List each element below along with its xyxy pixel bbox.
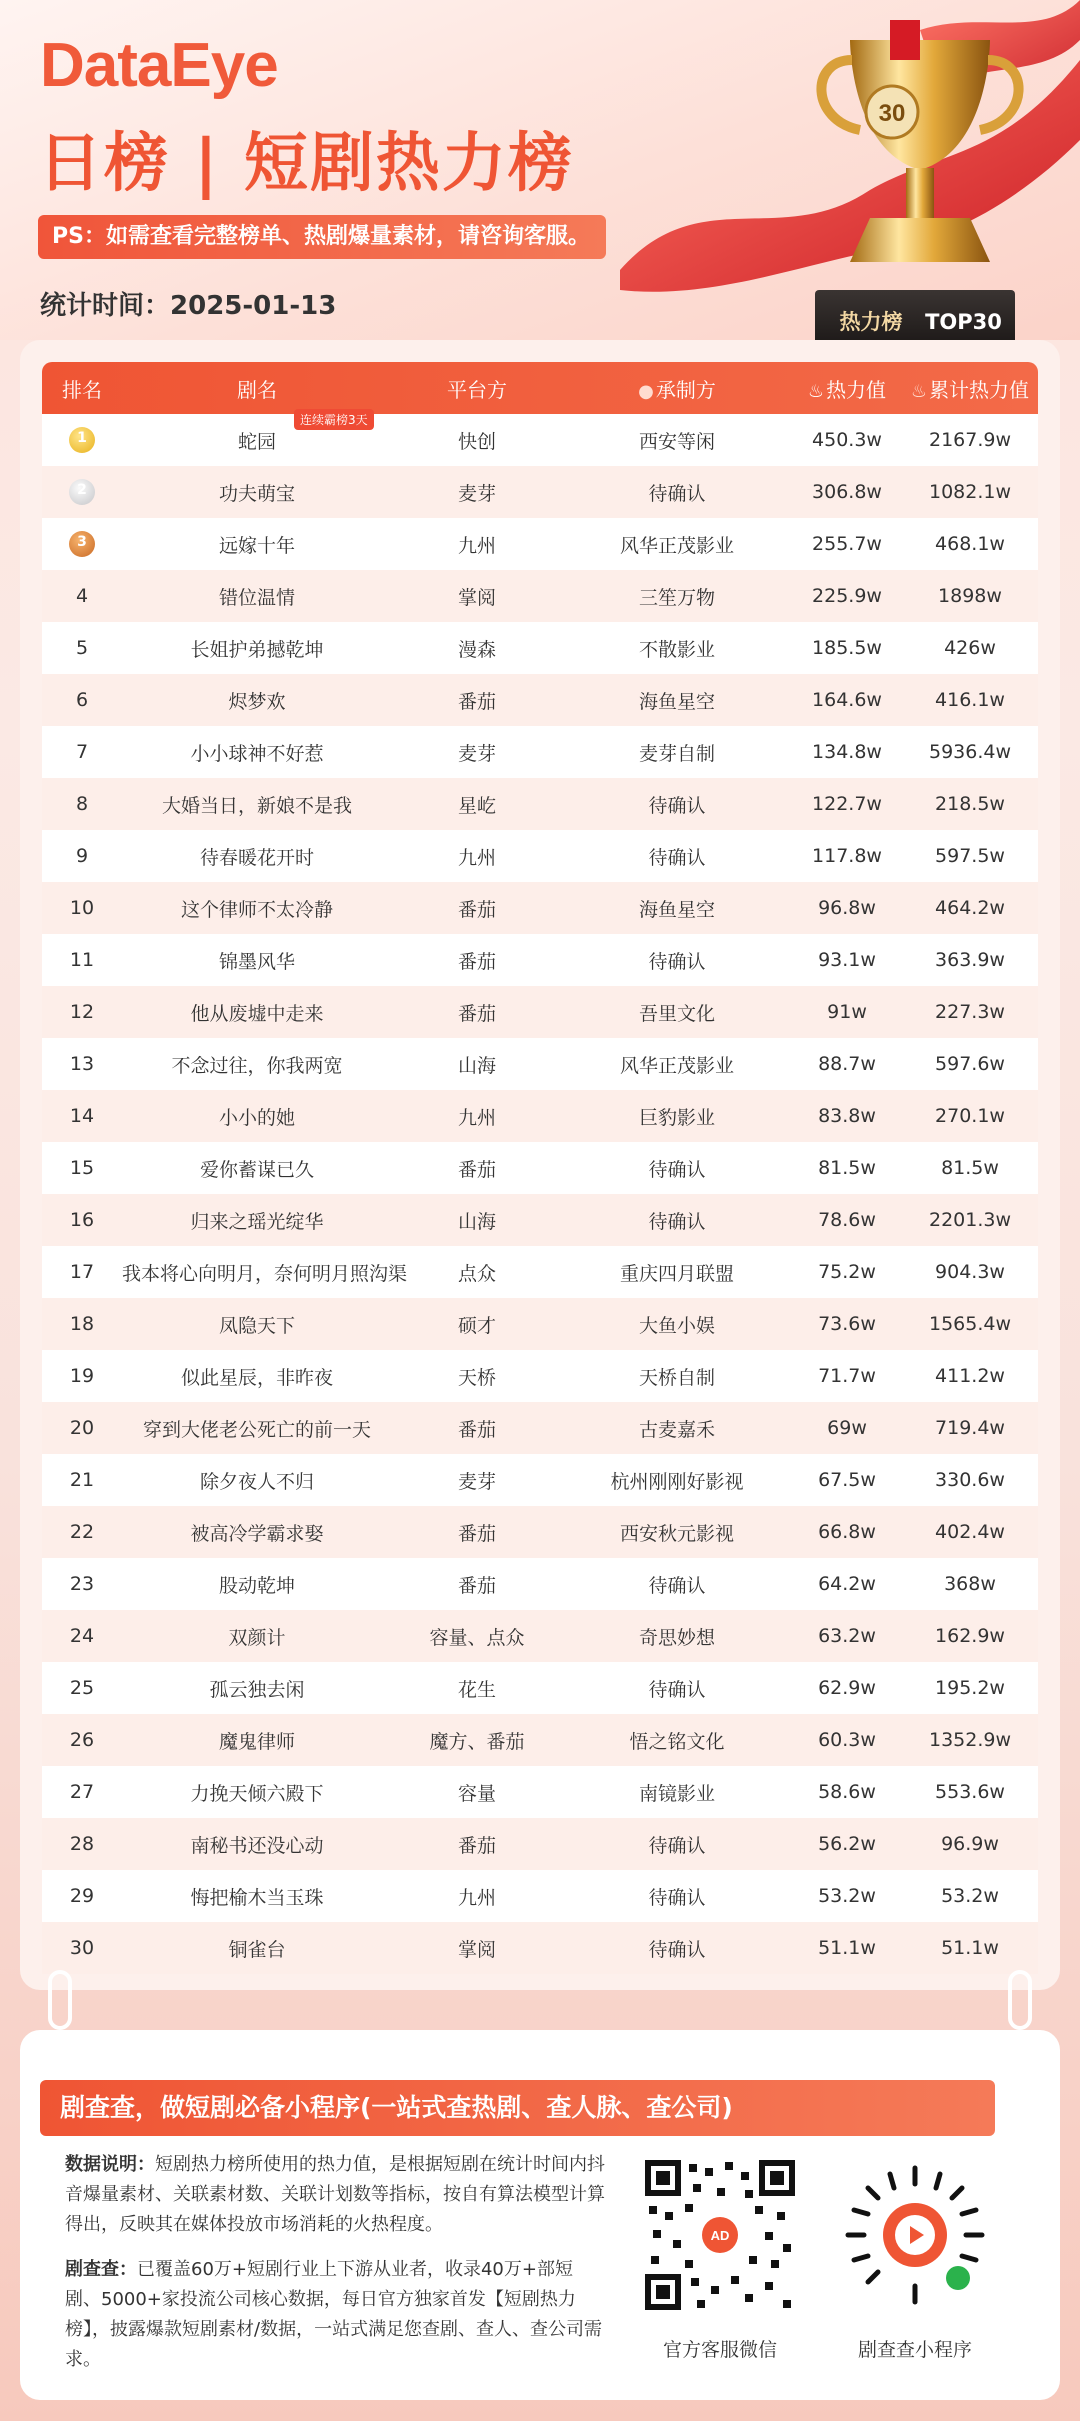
- rank-cell: [42, 427, 122, 453]
- table-body: [42, 414, 1038, 1974]
- stat-label: 统计时间：: [40, 291, 171, 321]
- promo-banner[interactable]: 剧查查，做短剧必备小程序(一站式查热剧、查人脉、查公司): [40, 2080, 995, 2136]
- platform: 番茄: [457, 1418, 496, 1441]
- jcc-description: [65, 2255, 605, 2375]
- producer: 三笙万物: [638, 586, 715, 609]
- total-heat-value: 227.3w: [935, 1001, 1005, 1023]
- table-row[interactable]: [42, 882, 1038, 934]
- producer: 大鱼小娱: [638, 1314, 715, 1337]
- heat-value: 58.6w: [818, 1781, 876, 1803]
- total-heat-value: 53.2w: [941, 1885, 999, 1907]
- drama-name: 股动乾坤: [218, 1574, 295, 1597]
- total-heat-value: 904.3w: [935, 1261, 1005, 1283]
- heat-value: 306.8w: [812, 481, 882, 503]
- table-row[interactable]: [42, 674, 1038, 726]
- miniprogram-qr-code[interactable]: [840, 2160, 990, 2310]
- rank-cell: 8: [75, 793, 89, 815]
- total-heat-value: 363.9w: [935, 949, 1005, 971]
- table-row[interactable]: [42, 1402, 1038, 1454]
- platform: 掌阅: [457, 586, 496, 609]
- header-name: 剧名: [237, 377, 277, 402]
- producer: 重庆四月联盟: [619, 1262, 734, 1285]
- page-title: 日榜 | 短剧热力榜: [38, 127, 574, 201]
- platform: 番茄: [457, 690, 496, 713]
- drama-name: 双颜计: [228, 1626, 286, 1649]
- drama-name: 铜雀台: [228, 1938, 286, 1961]
- rank-cell: 24: [69, 1625, 95, 1647]
- heat-value: 71.7w: [818, 1365, 876, 1387]
- rank-cell: [42, 479, 122, 505]
- rank-cell: 16: [69, 1209, 95, 1231]
- drama-name: 孤云独去闲: [209, 1678, 305, 1701]
- table-row[interactable]: [42, 518, 1038, 570]
- platform: 九州: [457, 1886, 496, 1909]
- heat-value: 225.9w: [812, 585, 882, 607]
- heat-value: 164.6w: [812, 689, 882, 711]
- table-row[interactable]: [42, 1818, 1038, 1870]
- trophy-number: 30: [878, 100, 906, 127]
- total-heat-value: 597.6w: [935, 1053, 1005, 1075]
- header-rank: 排名: [62, 377, 102, 402]
- total-heat-value: 162.9w: [935, 1625, 1005, 1647]
- decor-clip: [1008, 1970, 1032, 2030]
- producer: 待确认: [648, 1938, 706, 1961]
- table-row[interactable]: [42, 1610, 1038, 1662]
- rank-cell: 17: [69, 1261, 95, 1283]
- platform: 山海: [457, 1210, 496, 1233]
- producer: 待确认: [648, 1678, 706, 1701]
- rank-cell: 9: [75, 845, 89, 867]
- streak-badge: 连续霸榜3天: [294, 409, 374, 430]
- header-heat: ♨ 热力值: [807, 377, 887, 402]
- ranking-table: [42, 362, 1038, 1974]
- platform: 魔方、番茄: [429, 1730, 525, 1753]
- table-row[interactable]: [42, 466, 1038, 518]
- table-row[interactable]: [42, 622, 1038, 674]
- platform: 掌阅: [457, 1938, 496, 1961]
- producer: 海鱼星空: [638, 690, 715, 713]
- platform: 麦芽: [457, 742, 496, 765]
- table-row[interactable]: [42, 1246, 1038, 1298]
- total-heat-value: 218.5w: [935, 793, 1005, 815]
- drama-name: 力挽天倾六殿下: [190, 1782, 324, 1805]
- heat-value: 122.7w: [812, 793, 882, 815]
- total-heat-value: 2167.9w: [928, 429, 1012, 451]
- total-heat-value: 597.5w: [935, 845, 1005, 867]
- producer: 悟之铭文化: [629, 1730, 725, 1753]
- drama-name: 待春暖花开时: [199, 846, 314, 869]
- drama-name: 除夕夜人不归: [199, 1470, 314, 1493]
- total-heat-value: 1565.4w: [928, 1313, 1012, 1335]
- producer: 待确认: [648, 1158, 706, 1181]
- total-heat-value: 553.6w: [935, 1781, 1005, 1803]
- platform: 山海: [457, 1054, 496, 1077]
- table-row[interactable]: [42, 934, 1038, 986]
- table-row[interactable]: [42, 1662, 1038, 1714]
- platform: 麦芽: [457, 482, 496, 505]
- table-row[interactable]: [42, 726, 1038, 778]
- rank-cell: 18: [69, 1313, 95, 1335]
- rank-cell: 10: [69, 897, 95, 919]
- table-row[interactable]: [42, 1558, 1038, 1610]
- stat-time: [40, 285, 336, 322]
- flame-icon: ♨: [807, 380, 825, 402]
- platform: 九州: [457, 846, 496, 869]
- producer: 待确认: [648, 1574, 706, 1597]
- producer: 待确认: [648, 1210, 706, 1233]
- header-total-heat: ♨ 累计热力值: [910, 377, 1030, 402]
- table-row[interactable]: [42, 778, 1038, 830]
- drama-name: 长姐护弟撼乾坤: [190, 638, 324, 661]
- rank-cell: 21: [69, 1469, 95, 1491]
- table-row[interactable]: [42, 1350, 1038, 1402]
- heat-value: 53.2w: [818, 1885, 876, 1907]
- heat-value: 51.1w: [818, 1937, 876, 1959]
- table-row[interactable]: [42, 1454, 1038, 1506]
- table-row[interactable]: [42, 986, 1038, 1038]
- trophy-label-top30: TOP30: [925, 310, 1002, 334]
- qr-center-logo: AD: [710, 2228, 730, 2243]
- platform: 星屹: [457, 794, 496, 817]
- heat-value: 96.8w: [818, 897, 876, 919]
- producer: 待确认: [648, 1834, 706, 1857]
- total-heat-value: 464.2w: [935, 897, 1005, 919]
- producer: 待确认: [648, 794, 706, 817]
- heat-value: 88.7w: [818, 1053, 876, 1075]
- drama-name: 爱你蓄谋已久: [199, 1158, 314, 1181]
- total-heat-value: 719.4w: [935, 1417, 1005, 1439]
- rank-cell: 6: [75, 689, 89, 711]
- producer: 风华正茂影业: [619, 1054, 734, 1077]
- platform: 番茄: [457, 1834, 496, 1857]
- header-platform: 平台方: [447, 377, 507, 402]
- platform: 番茄: [457, 898, 496, 921]
- wechat-qr-code[interactable]: [645, 2160, 795, 2310]
- total-heat-value: 426w: [944, 637, 996, 659]
- table-row[interactable]: [42, 1142, 1038, 1194]
- platform: 番茄: [457, 1002, 496, 1025]
- producer: 杭州刚刚好影视: [610, 1470, 744, 1493]
- drama-name: 小小的她: [218, 1106, 295, 1129]
- table-row[interactable]: [42, 1766, 1038, 1818]
- platform: 番茄: [457, 950, 496, 973]
- heat-value: 60.3w: [818, 1729, 876, 1751]
- platform: 快创: [457, 430, 496, 453]
- producer: 奇思妙想: [638, 1626, 715, 1649]
- camera-icon: ●: [638, 380, 654, 402]
- table-row[interactable]: [42, 570, 1038, 622]
- rank-cell: 26: [69, 1729, 95, 1751]
- total-heat-value: 416.1w: [935, 689, 1005, 711]
- rank-cell: 11: [69, 949, 95, 971]
- heat-value: 64.2w: [818, 1573, 876, 1595]
- heat-value: 63.2w: [818, 1625, 876, 1647]
- table-row[interactable]: [42, 1038, 1038, 1090]
- drama-name: 远嫁十年: [218, 534, 295, 557]
- rank-cell: 15: [69, 1157, 95, 1179]
- rank-cell: 23: [69, 1573, 95, 1595]
- heat-value: 66.8w: [818, 1521, 876, 1543]
- heat-value: 73.6w: [818, 1313, 876, 1335]
- platform: 番茄: [457, 1158, 496, 1181]
- heat-value: 185.5w: [812, 637, 882, 659]
- table-row[interactable]: [42, 1506, 1038, 1558]
- total-heat-value: 96.9w: [941, 1833, 999, 1855]
- heat-value: 62.9w: [818, 1677, 876, 1699]
- total-heat-value: 195.2w: [935, 1677, 1005, 1699]
- producer: 西安等闲: [638, 430, 715, 453]
- platform: 天桥: [457, 1366, 496, 1389]
- producer: 古麦嘉禾: [638, 1418, 715, 1441]
- rank-cell: 14: [69, 1105, 95, 1127]
- rank-cell: 27: [69, 1781, 95, 1803]
- platform: 番茄: [457, 1574, 496, 1597]
- platform: 容量、点众: [429, 1626, 525, 1649]
- drama-name: 被高冷学霸求娶: [190, 1522, 324, 1545]
- producer: 待确认: [648, 950, 706, 973]
- producer: 天桥自制: [638, 1366, 715, 1389]
- table-row[interactable]: [42, 1714, 1038, 1766]
- total-heat-value: 411.2w: [935, 1365, 1005, 1387]
- table-row[interactable]: [42, 1090, 1038, 1142]
- heat-value: 83.8w: [818, 1105, 876, 1127]
- heat-value: 91w: [827, 1001, 867, 1023]
- producer: 海鱼星空: [638, 898, 715, 921]
- qr2-label: 剧查查小程序: [857, 2339, 972, 2361]
- header-producer: ● 承制方: [638, 377, 716, 402]
- heat-value: 81.5w: [818, 1157, 876, 1179]
- drama-name: 大婚当日，新娘不是我: [161, 794, 352, 817]
- heat-value: 255.7w: [812, 533, 882, 555]
- drama-name: 穿到大佬老公死亡的前一天: [142, 1418, 371, 1441]
- rank-cell: 30: [69, 1937, 95, 1959]
- platform: 硕才: [457, 1314, 496, 1337]
- data-description: [65, 2150, 605, 2240]
- producer: 吾里文化: [638, 1002, 715, 1025]
- drama-name: 南秘书还没心动: [190, 1834, 324, 1857]
- heat-value: 75.2w: [818, 1261, 876, 1283]
- rank-cell: 25: [69, 1677, 95, 1699]
- rank-number: 3: [77, 534, 87, 550]
- producer: 待确认: [648, 846, 706, 869]
- data-desc-label: 数据说明：: [65, 2154, 155, 2175]
- silver-medal-icon: [69, 479, 95, 505]
- drama-name: 归来之瑶光绽华: [190, 1210, 324, 1233]
- table-row[interactable]: [42, 1194, 1038, 1246]
- rank-cell: 19: [69, 1365, 95, 1387]
- total-heat-value: 330.6w: [935, 1469, 1005, 1491]
- rank-cell: 5: [75, 637, 89, 659]
- heat-value: 67.5w: [818, 1469, 876, 1491]
- rank-cell: 12: [69, 1001, 95, 1023]
- platform: 九州: [457, 1106, 496, 1129]
- ranking-card: [20, 340, 1060, 1990]
- producer: 待确认: [648, 1886, 706, 1909]
- heat-value: 56.2w: [818, 1833, 876, 1855]
- drama-name: 功夫萌宝: [218, 482, 295, 505]
- data-desc-text: 短剧热力榜所使用的热力值，是根据短剧在统计时间内抖音爆量素材、关联素材数、关联计划数等指标，按自有算法模型计算得出，反映其在媒体投放市场消耗的火热程度。: [65, 2154, 605, 2235]
- ps-notice: PS：如需查看完整榜单、热剧爆量素材，请咨询客服。: [38, 215, 606, 259]
- heat-value: 134.8w: [812, 741, 882, 763]
- producer: 巨豹影业: [638, 1106, 715, 1129]
- brand-logo: DataEye: [40, 31, 278, 100]
- total-heat-value: 81.5w: [941, 1157, 999, 1179]
- platform: 麦芽: [457, 1470, 496, 1493]
- drama-name: 他从废墟中走来: [190, 1002, 324, 1025]
- drama-name: 魔鬼律师: [218, 1730, 295, 1753]
- rank-cell: 22: [69, 1521, 95, 1543]
- rank-cell: 7: [75, 741, 89, 763]
- platform: 点众: [457, 1262, 496, 1285]
- gold-medal-icon: [69, 427, 95, 453]
- stat-date: 2025-01-13: [170, 291, 337, 321]
- rank-number: 1: [77, 430, 87, 446]
- total-heat-value: 5936.4w: [928, 741, 1012, 763]
- drama-name: 悔把榆木当玉珠: [190, 1886, 324, 1909]
- drama-name: 小小球神不好惹: [190, 742, 324, 765]
- jcc-text: 已覆盖60万+短剧行业上下游从业者，收录40万+部短剧、5000+家投流公司核心数据，每日官方独家首发【短剧热力榜】，披露爆款短剧素材/数据，一站式满足您查剧、查人、查公司需求。: [65, 2259, 603, 2370]
- drama-name: 不念过往，你我两宽: [171, 1054, 343, 1077]
- total-heat-value: 468.1w: [935, 533, 1005, 555]
- drama-name: 烬梦欢: [228, 690, 286, 713]
- rank-cell: 29: [69, 1885, 95, 1907]
- heat-value: 69w: [827, 1417, 867, 1439]
- total-heat-value: 270.1w: [935, 1105, 1005, 1127]
- total-heat-value: 1082.1w: [928, 481, 1012, 503]
- drama-name: 锦墨风华: [218, 950, 295, 973]
- platform: 番茄: [457, 1522, 496, 1545]
- rank-number: 2: [77, 482, 87, 498]
- producer: 风华正茂影业: [619, 534, 734, 557]
- table-header: [42, 362, 1038, 414]
- table-row[interactable]: [42, 414, 1038, 466]
- drama-name: 蛇园 连续霸榜3天: [122, 427, 392, 454]
- heat-value: 450.3w: [812, 429, 882, 451]
- rank-cell: 28: [69, 1833, 95, 1855]
- producer: 不散影业: [638, 638, 715, 661]
- total-heat-value: 1898w: [938, 585, 1002, 607]
- producer: 麦芽自制: [638, 742, 715, 765]
- table-row[interactable]: [42, 1870, 1038, 1922]
- qr1-label: 官方客服微信: [662, 2339, 777, 2361]
- table-row[interactable]: [42, 1922, 1038, 1974]
- jcc-label: 剧查查：: [65, 2259, 137, 2280]
- platform: 花生: [457, 1678, 496, 1701]
- drama-name: 这个律师不太冷静: [180, 898, 333, 921]
- producer: 待确认: [648, 482, 706, 505]
- total-heat-value: 1352.9w: [928, 1729, 1012, 1751]
- heat-value: 78.6w: [818, 1209, 876, 1231]
- bronze-medal-icon: [69, 531, 95, 557]
- drama-name: 似此星辰，非昨夜: [180, 1366, 333, 1389]
- table-row[interactable]: [42, 830, 1038, 882]
- table-row[interactable]: [42, 1298, 1038, 1350]
- rank-cell: [42, 531, 122, 557]
- drama-name: 错位温情: [218, 586, 295, 609]
- total-heat-value: 402.4w: [935, 1521, 1005, 1543]
- total-heat-value: 51.1w: [941, 1937, 999, 1959]
- rank-cell: 4: [75, 585, 89, 607]
- heat-value: 117.8w: [812, 845, 882, 867]
- trophy-label-heat: 热力榜: [839, 310, 903, 334]
- heat-value: 93.1w: [818, 949, 876, 971]
- total-heat-value: 2201.3w: [928, 1209, 1012, 1231]
- producer: 西安秋元影视: [619, 1522, 734, 1545]
- drama-name: 凤隐天下: [218, 1314, 295, 1337]
- rank-cell: 20: [69, 1417, 95, 1439]
- platform: 九州: [457, 534, 496, 557]
- rank-cell: 13: [69, 1053, 95, 1075]
- flame-icon: ♨: [910, 380, 928, 402]
- producer: 南镜影业: [638, 1782, 715, 1805]
- platform: 漫森: [457, 638, 496, 661]
- decor-clip: [48, 1970, 72, 2030]
- total-heat-value: 368w: [944, 1573, 996, 1595]
- drama-name: 我本将心向明月，奈何明月照沟渠: [122, 1262, 408, 1285]
- platform: 容量: [457, 1782, 496, 1805]
